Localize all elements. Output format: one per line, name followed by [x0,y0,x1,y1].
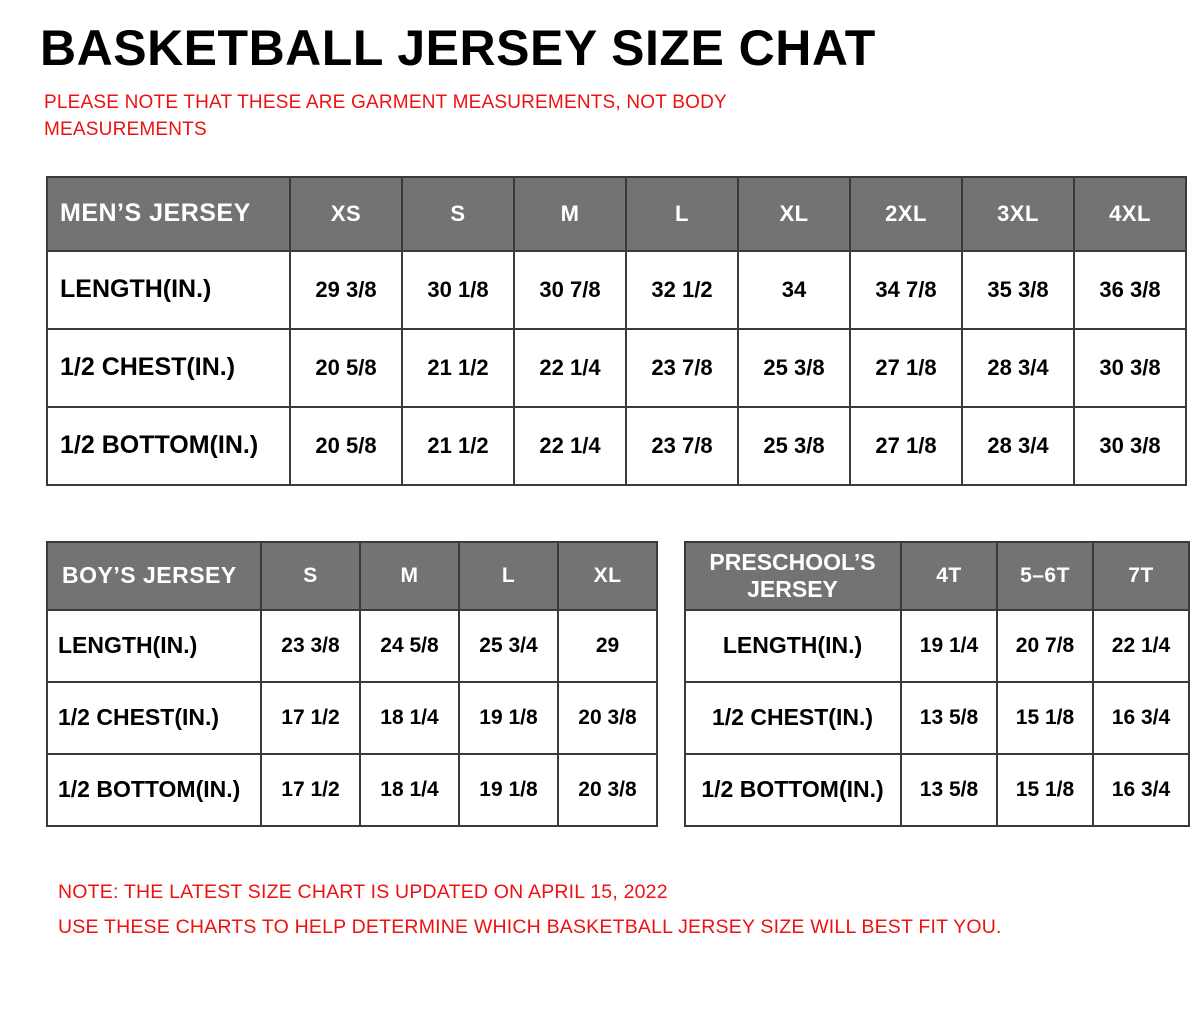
measure-value: 23 3/8 [261,610,360,682]
table-row [47,407,1186,485]
measure-label: LENGTH(IN.) [685,610,901,682]
table-row [47,329,1186,407]
mens-size-header: XS [290,177,402,251]
lower-tables [46,541,1176,827]
measure-value: 21 1/2 [402,329,514,407]
measure-label: 1/2 BOTTOM(IN.) [47,754,261,826]
measure-value: 19 1/4 [901,610,997,682]
measure-value: 17 1/2 [261,682,360,754]
measure-label: LENGTH(IN.) [47,610,261,682]
table-row [47,682,657,754]
table-header-row [47,542,657,610]
preschool-size-header: 5–6T [997,542,1093,610]
measure-value: 20 3/8 [558,682,657,754]
measure-value: 34 7/8 [850,251,962,329]
footer-note-update: NOTE: THE LATEST SIZE CHART IS UPDATED ON APRIL 15, 2022 [58,880,668,903]
mens-jersey-table [46,176,1187,486]
preschool-size-header: 4T [901,542,997,610]
measure-value: 19 1/8 [459,682,558,754]
boys-size-header: L [459,542,558,610]
measure-value: 21 1/2 [402,407,514,485]
measure-label: 1/2 BOTTOM(IN.) [685,754,901,826]
measure-value: 29 [558,610,657,682]
measure-value: 22 1/4 [1093,610,1189,682]
measure-value: 23 7/8 [626,329,738,407]
table-row [47,610,657,682]
measure-value: 13 5/8 [901,754,997,826]
measure-label: 1/2 CHEST(IN.) [47,682,261,754]
measure-value: 27 1/8 [850,407,962,485]
measure-value: 20 5/8 [290,407,402,485]
measure-value: 22 1/4 [514,329,626,407]
table-row [685,682,1189,754]
mens-size-header: M [514,177,626,251]
measure-value: 25 3/4 [459,610,558,682]
measure-label: 1/2 CHEST(IN.) [47,329,290,407]
mens-size-header: S [402,177,514,251]
measure-value: 15 1/8 [997,682,1093,754]
page-title: BASKETBALL JERSEY SIZE CHAT [40,20,876,76]
measure-value: 16 3/4 [1093,682,1189,754]
measure-value: 30 7/8 [514,251,626,329]
table-row [47,754,657,826]
measure-value: 17 1/2 [261,754,360,826]
measure-value: 20 3/8 [558,754,657,826]
disclaimer-note: PLEASE NOTE THAT THESE ARE GARMENT MEASUREMENTS, NOT BODY MEASUREMENTS [44,91,727,141]
measure-value: 20 7/8 [997,610,1093,682]
measure-label: LENGTH(IN.) [47,251,290,329]
measure-value: 29 3/8 [290,251,402,329]
measure-value: 32 1/2 [626,251,738,329]
measure-value: 27 1/8 [850,329,962,407]
measure-value: 34 [738,251,850,329]
measure-value: 15 1/8 [997,754,1093,826]
measure-value: 30 1/8 [402,251,514,329]
table-header-row [47,177,1186,251]
preschool-table-title: PRESCHOOL’S JERSEY [685,542,901,610]
table-header-row [685,542,1189,610]
measure-value: 24 5/8 [360,610,459,682]
table-row [685,610,1189,682]
size-chart-page [0,22,1200,1029]
measure-value: 18 1/4 [360,682,459,754]
mens-size-header: 4XL [1074,177,1186,251]
measure-value: 28 3/4 [962,407,1074,485]
mens-size-header: L [626,177,738,251]
measure-value: 25 3/8 [738,407,850,485]
boys-table-title: BOY’S JERSEY [47,542,261,610]
boys-size-header: XL [558,542,657,610]
boys-jersey-table [46,541,658,827]
measure-value: 25 3/8 [738,329,850,407]
measure-value: 36 3/8 [1074,251,1186,329]
measure-value: 18 1/4 [360,754,459,826]
measure-value: 28 3/4 [962,329,1074,407]
measure-value: 20 5/8 [290,329,402,407]
measure-value: 35 3/8 [962,251,1074,329]
boys-size-header: S [261,542,360,610]
measure-value: 30 3/8 [1074,329,1186,407]
table-row [685,754,1189,826]
boys-size-header: M [360,542,459,610]
mens-size-header: 2XL [850,177,962,251]
preschool-jersey-table [684,541,1190,827]
measure-label: 1/2 BOTTOM(IN.) [47,407,290,485]
measure-label: 1/2 CHEST(IN.) [685,682,901,754]
footer-note-usage: USE THESE CHARTS TO HELP DETERMINE WHICH BASKETBALL JERSEY SIZE WILL BEST FIT YOU. [58,915,1002,938]
mens-table-title: MEN’S JERSEY [47,177,290,251]
measure-value: 22 1/4 [514,407,626,485]
mens-size-header: XL [738,177,850,251]
measure-value: 23 7/8 [626,407,738,485]
measure-value: 19 1/8 [459,754,558,826]
measure-value: 16 3/4 [1093,754,1189,826]
table-row [47,251,1186,329]
preschool-size-header: 7T [1093,542,1189,610]
footer-notes [58,875,1176,945]
measure-value: 30 3/8 [1074,407,1186,485]
mens-size-header: 3XL [962,177,1074,251]
measure-value: 13 5/8 [901,682,997,754]
